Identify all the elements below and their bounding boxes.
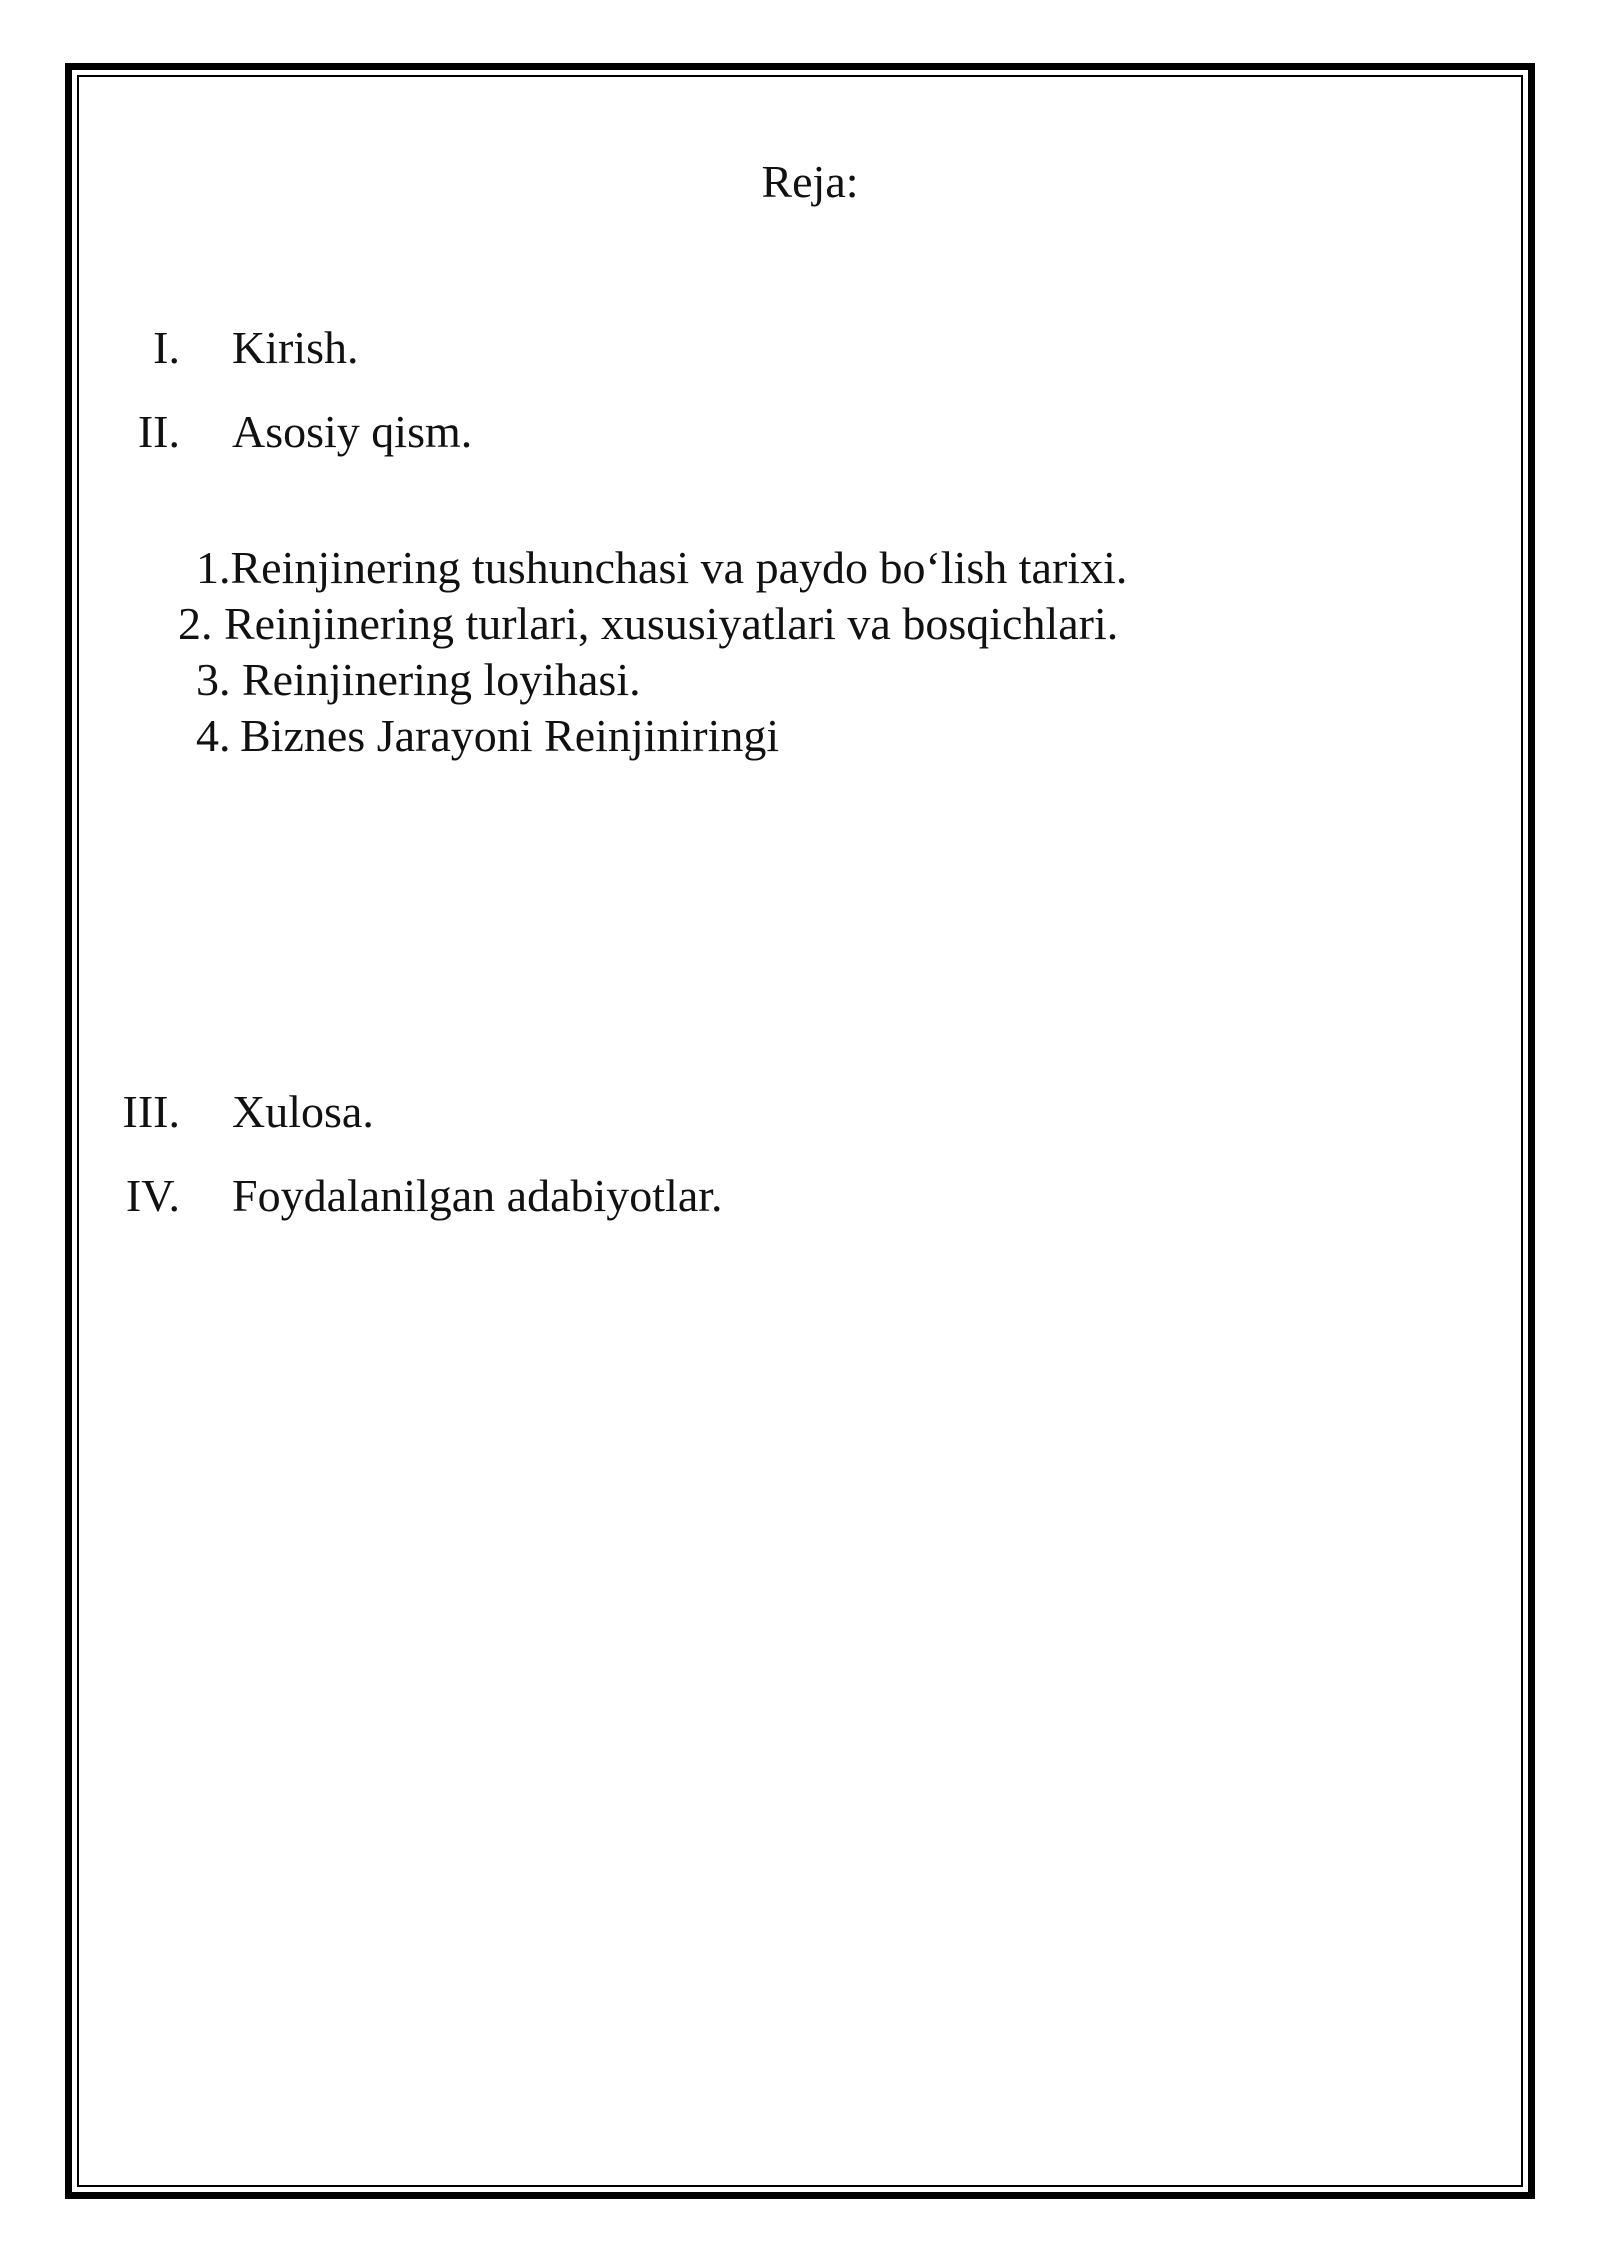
section-numeral: III. <box>122 1086 180 1137</box>
section-text: Xulosa. <box>232 1086 374 1137</box>
subsection-number: 4. <box>196 710 231 761</box>
subsection-text: Reinjinering tushunchasi va paydo bo‘lish tarixi. <box>230 542 1128 593</box>
section-text: Asosiy qism. <box>232 406 473 457</box>
page-title: Reja: <box>761 156 859 207</box>
subsection-number: 3. <box>196 654 231 705</box>
subsection-text: Reinjinering loyihasi. <box>230 654 641 705</box>
subsection-text: Biznes Jarayoni Reinjiniringi <box>240 710 780 761</box>
section-numeral: IV. <box>125 1170 180 1221</box>
subsection-item <box>196 652 641 708</box>
subsection-item <box>196 708 779 764</box>
section-item <box>0 1166 1600 1226</box>
subsection-number: 2. <box>178 598 213 649</box>
subsection-item <box>196 540 1127 596</box>
section-text: Kirish. <box>232 322 359 373</box>
section-text: Foydalanilgan adabiyotlar. <box>232 1170 723 1221</box>
subsection-number: 1. <box>196 542 231 593</box>
section-item <box>0 1082 1600 1142</box>
section-numeral: I. <box>153 322 180 373</box>
section-item <box>0 318 1600 378</box>
subsection-text: Reinjinering turlari, xususiyatlari va bosqichlari. <box>212 598 1119 649</box>
section-item <box>0 402 1600 462</box>
subsection-item <box>178 596 1118 652</box>
section-numeral: II. <box>137 406 180 457</box>
